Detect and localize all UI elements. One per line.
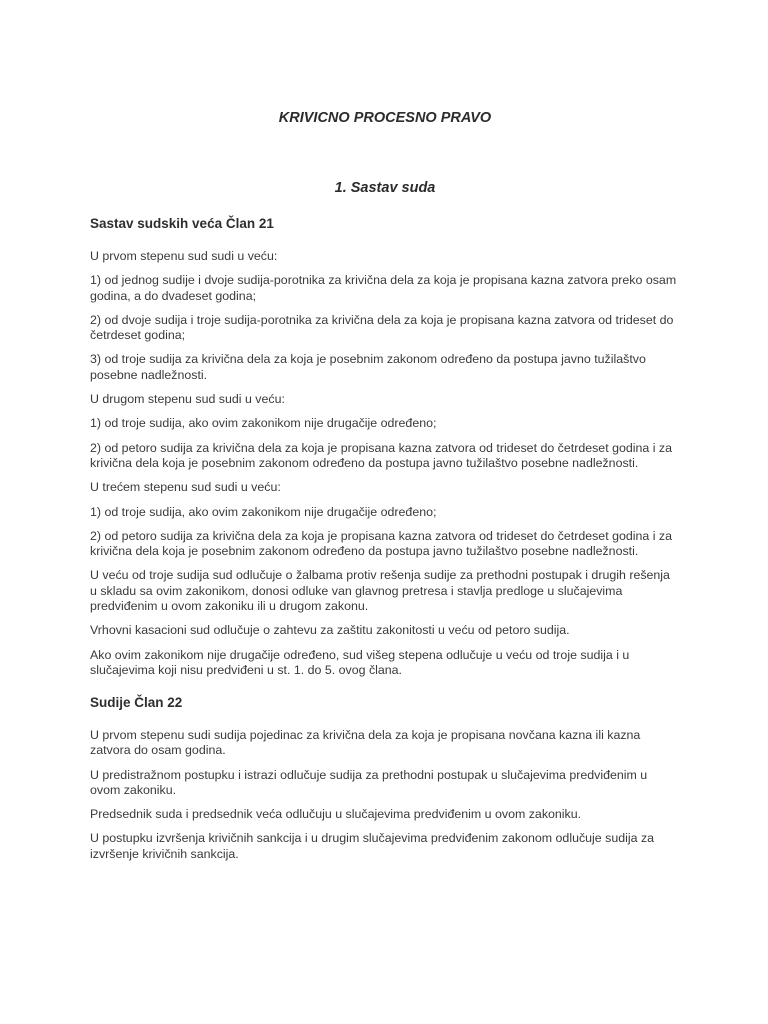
paragraph: U drugom stepenu sud sudi u veću:: [90, 392, 285, 407]
article-heading: Sudije Član 22: [90, 695, 183, 710]
paragraph: U prvom stepenu sud sudi u veću:: [90, 249, 278, 263]
paragraph: Vrhovni kasacioni sud odlučuje o zahtevu za zaštitu zakonitosti u veću od petoro sudija.: [90, 623, 570, 638]
article-heading: Sastav sudskih veća Član 21: [90, 216, 274, 231]
paragraph: Predsednik suda i predsednik veća odlučuju u slučajevima predviđenim u ovom zakoniku.: [90, 807, 582, 822]
paragraph: U postupku izvršenja krivičnih sankcija i u drugim slučajevima predviđenim zakonom odlučuje sudija za izvršenje krivičnih sankcija.: [90, 831, 655, 861]
paragraph: U prvom stepenu sudi sudija pojedinac za krivična dela za koja je propisana novčana kazna ili kazna zatvora do osam godina.: [90, 728, 641, 758]
paragraph: U trećem stepenu sud sudi u veću:: [90, 480, 281, 495]
paragraph: 1) od troje sudija, ako ovim zakonikom nije drugačije određeno;: [90, 504, 437, 519]
paragraph: U veću od troje sudija sud odlučuje o žalbama protiv rešenja sudije za prethodni postupak i drugih rešenja u skladu sa ovim zakonikom, donosi odluke van glavnog pretresa i stavlja predloge u slučajevima predviđenim u ovom zakoniku ili u drugom zakonu.: [90, 568, 670, 614]
paragraph: U predistražnom postupku i istrazi odlučuje sudija za prethodni postupak u slučajevima predviđenim u ovom zakoniku.: [90, 767, 648, 797]
paragraph: 2) od dvoje sudija i troje sudija-porotnika za krivična dela za koja je propisana kazna zatvora od trideset do četrdeset godina;: [90, 312, 674, 343]
paragraph: 1) od jednog sudije i dvoje sudija-porotnika za krivična dela za koja je propisana kazna zatvora preko osam godina, a do dvadeset godina;: [90, 273, 677, 303]
section-title: 1. Sastav suda: [334, 180, 436, 196]
paragraph: 2) od petoro sudija za krivična dela za koja je propisana kazna zatvora od trideset do četrdeset godina i za krivična dela koja je posebnim zakonom određeno da postupa javno tužilaštvo posebne nadležnosti.: [90, 440, 673, 470]
article-21: [90, 216, 680, 687]
paragraph: 1) od troje sudija, ako ovim zakonikom nije drugačije određeno;: [90, 416, 437, 431]
paragraph: 2) od petoro sudija za krivična dela za koja je propisana kazna zatvora od trideset do četrdeset godina i za krivična dela koja je posebnim zakonom određeno da postupa javno tužilaštvo posebne nadležnosti.: [90, 528, 673, 559]
article-22: [90, 695, 680, 871]
paragraph: Ako ovim zakonikom nije drugačije određeno, sud višeg stepena odlučuje u veću od troje sudija i u slučajevima koji nisu predviđeni u st. 1. do 5. ovog člana.: [90, 647, 630, 677]
paragraph: 3) od troje sudija za krivična dela za koja je posebnim zakonom određeno da postupa javno tužilaštvo posebne nadležnosti.: [90, 352, 646, 382]
document-title: KRIVICNO PROCESNO PRAVO: [278, 110, 492, 126]
